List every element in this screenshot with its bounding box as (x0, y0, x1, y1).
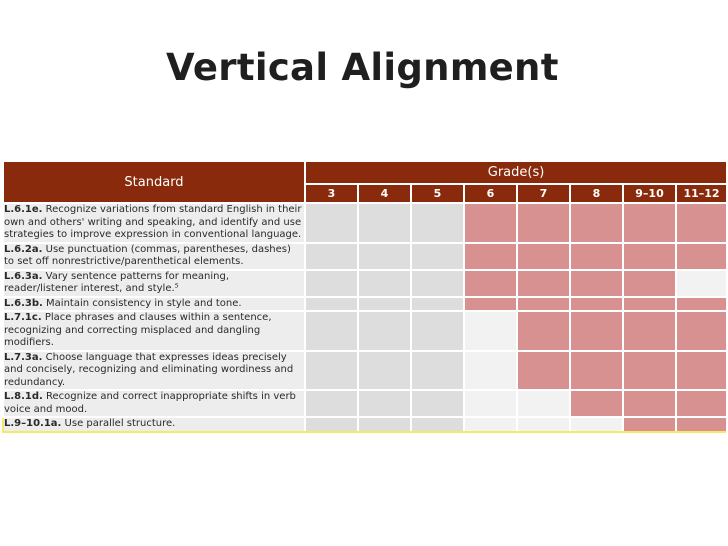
grade-cell-applies (570, 203, 623, 243)
grade-cell-empty (305, 297, 358, 312)
alignment-table-container (2, 160, 726, 546)
grade-cell-empty (358, 417, 411, 432)
grade-cell-applies (676, 297, 726, 312)
alignment-table (2, 160, 726, 433)
grade-cell-empty (411, 203, 464, 243)
standard-text: Place phrases and clauses within a sentence, recognizing and correcting misplaced and dangling modifiers. (4, 312, 272, 348)
standard-row (3, 243, 726, 270)
grade-cell-applies (464, 297, 517, 312)
standard-description (3, 203, 305, 243)
grade-cell-applies (570, 243, 623, 270)
grade-cell-empty (464, 417, 517, 432)
standard-column-header: Standard (3, 161, 305, 203)
grade-cell-applies (570, 351, 623, 391)
grade-cell-empty (411, 351, 464, 391)
grade-cell-empty (358, 297, 411, 312)
grade-cell-empty (358, 351, 411, 391)
grade-cell-empty (305, 351, 358, 391)
standard-text: Use parallel structure. (64, 418, 176, 429)
standard-code: L.6.2a. (4, 243, 43, 255)
standards-body (3, 203, 726, 432)
grade-cell-applies (517, 297, 570, 312)
grade-cell-applies (517, 270, 570, 297)
grade-header: 9–10 (623, 184, 676, 203)
grade-cell-empty (411, 297, 464, 312)
standard-code: L.6.3b. (4, 297, 43, 309)
grade-cell-applies (676, 390, 726, 417)
grade-cell-empty (358, 203, 411, 243)
grade-cell-applies (517, 311, 570, 351)
grade-cell-empty (676, 270, 726, 297)
header-row (3, 161, 726, 184)
grade-cell-empty (464, 311, 517, 351)
grade-cell-applies (570, 297, 623, 312)
grade-cell-applies (623, 297, 676, 312)
grade-cell-applies (464, 243, 517, 270)
grade-cell-applies (464, 203, 517, 243)
grades-column-header: Grade(s) (305, 161, 726, 184)
standard-description (3, 351, 305, 391)
grade-cell-empty (305, 311, 358, 351)
standard-code: L.7.3a. (4, 351, 43, 363)
grade-cell-applies (676, 311, 726, 351)
grade-cell-empty (305, 270, 358, 297)
grade-cell-applies (623, 351, 676, 391)
grade-cell-empty (358, 311, 411, 351)
standard-text: Maintain consistency in style and tone. (46, 297, 242, 309)
grade-cell-applies (517, 203, 570, 243)
grade-cell-empty (517, 390, 570, 417)
standard-row (3, 390, 726, 417)
standard-text: Recognize variations from standard English in their own and others' writing and speaking, and identify and use strategies to improve expression in conventional language. (4, 204, 302, 240)
standard-description (3, 297, 305, 312)
grade-cell-empty (305, 203, 358, 243)
grade-cell-applies (676, 243, 726, 270)
grade-cell-empty (358, 243, 411, 270)
standard-row (3, 311, 726, 351)
standard-row (3, 297, 726, 312)
grade-cell-applies (676, 203, 726, 243)
grade-cell-empty (411, 390, 464, 417)
standard-code: L.9–10.1a. (4, 418, 62, 429)
slide-title: Vertical Alignment (166, 46, 559, 89)
grade-cell-applies (570, 390, 623, 417)
grade-cell-empty (411, 243, 464, 270)
grade-cell-empty (464, 351, 517, 391)
grade-header: 7 (517, 184, 570, 203)
standard-text: Use punctuation (commas, parentheses, dashes) to set off nonrestrictive/parenthetical elements. (4, 243, 291, 267)
grade-cell-empty (358, 270, 411, 297)
grade-cell-applies (517, 351, 570, 391)
grade-header: 6 (464, 184, 517, 203)
grade-cell-empty (411, 311, 464, 351)
grade-cell-applies (623, 243, 676, 270)
standard-row (3, 203, 726, 243)
grade-cell-empty (517, 417, 570, 432)
standard-code: L.7.1c. (4, 312, 42, 323)
grade-cell-applies (623, 390, 676, 417)
grade-cell-empty (411, 270, 464, 297)
grade-cell-empty (305, 243, 358, 270)
standard-description (3, 417, 305, 432)
grade-header: 4 (358, 184, 411, 203)
grade-cell-empty (305, 417, 358, 432)
grade-cell-applies (464, 270, 517, 297)
standard-description (3, 270, 305, 297)
grade-cell-applies (623, 270, 676, 297)
grade-cell-applies (623, 203, 676, 243)
standard-code: L.6.1e. (4, 204, 43, 215)
grade-header: 5 (411, 184, 464, 203)
grade-cell-applies (570, 270, 623, 297)
standard-text: Recognize and correct inappropriate shifts in verb voice and mood. (4, 391, 296, 415)
grade-cell-empty (464, 390, 517, 417)
grade-cell-applies (623, 417, 676, 432)
grade-cell-applies (517, 243, 570, 270)
grade-cell-empty (305, 390, 358, 417)
standard-row (3, 417, 726, 432)
standard-description (3, 311, 305, 351)
standard-description (3, 390, 305, 417)
standard-row (3, 351, 726, 391)
standard-text: Vary sentence patterns for meaning, reader/listener interest, and style.⁵ (4, 270, 230, 294)
grade-header: 8 (570, 184, 623, 203)
standard-code: L.6.3a. (4, 270, 43, 282)
standard-code: L.8.1d. (4, 391, 43, 402)
grade-header: 11–12 (676, 184, 726, 203)
grade-cell-applies (676, 417, 726, 432)
standard-description (3, 243, 305, 270)
grade-cell-applies (623, 311, 676, 351)
grade-header: 3 (305, 184, 358, 203)
grade-cell-empty (570, 417, 623, 432)
grade-cell-empty (358, 390, 411, 417)
standard-text: Choose language that expresses ideas precisely and concisely, recognizing and eliminating wordiness and redundancy. (4, 351, 294, 388)
grade-cell-empty (411, 417, 464, 432)
grade-cell-applies (676, 351, 726, 391)
standard-row (3, 270, 726, 297)
grade-cell-applies (570, 311, 623, 351)
